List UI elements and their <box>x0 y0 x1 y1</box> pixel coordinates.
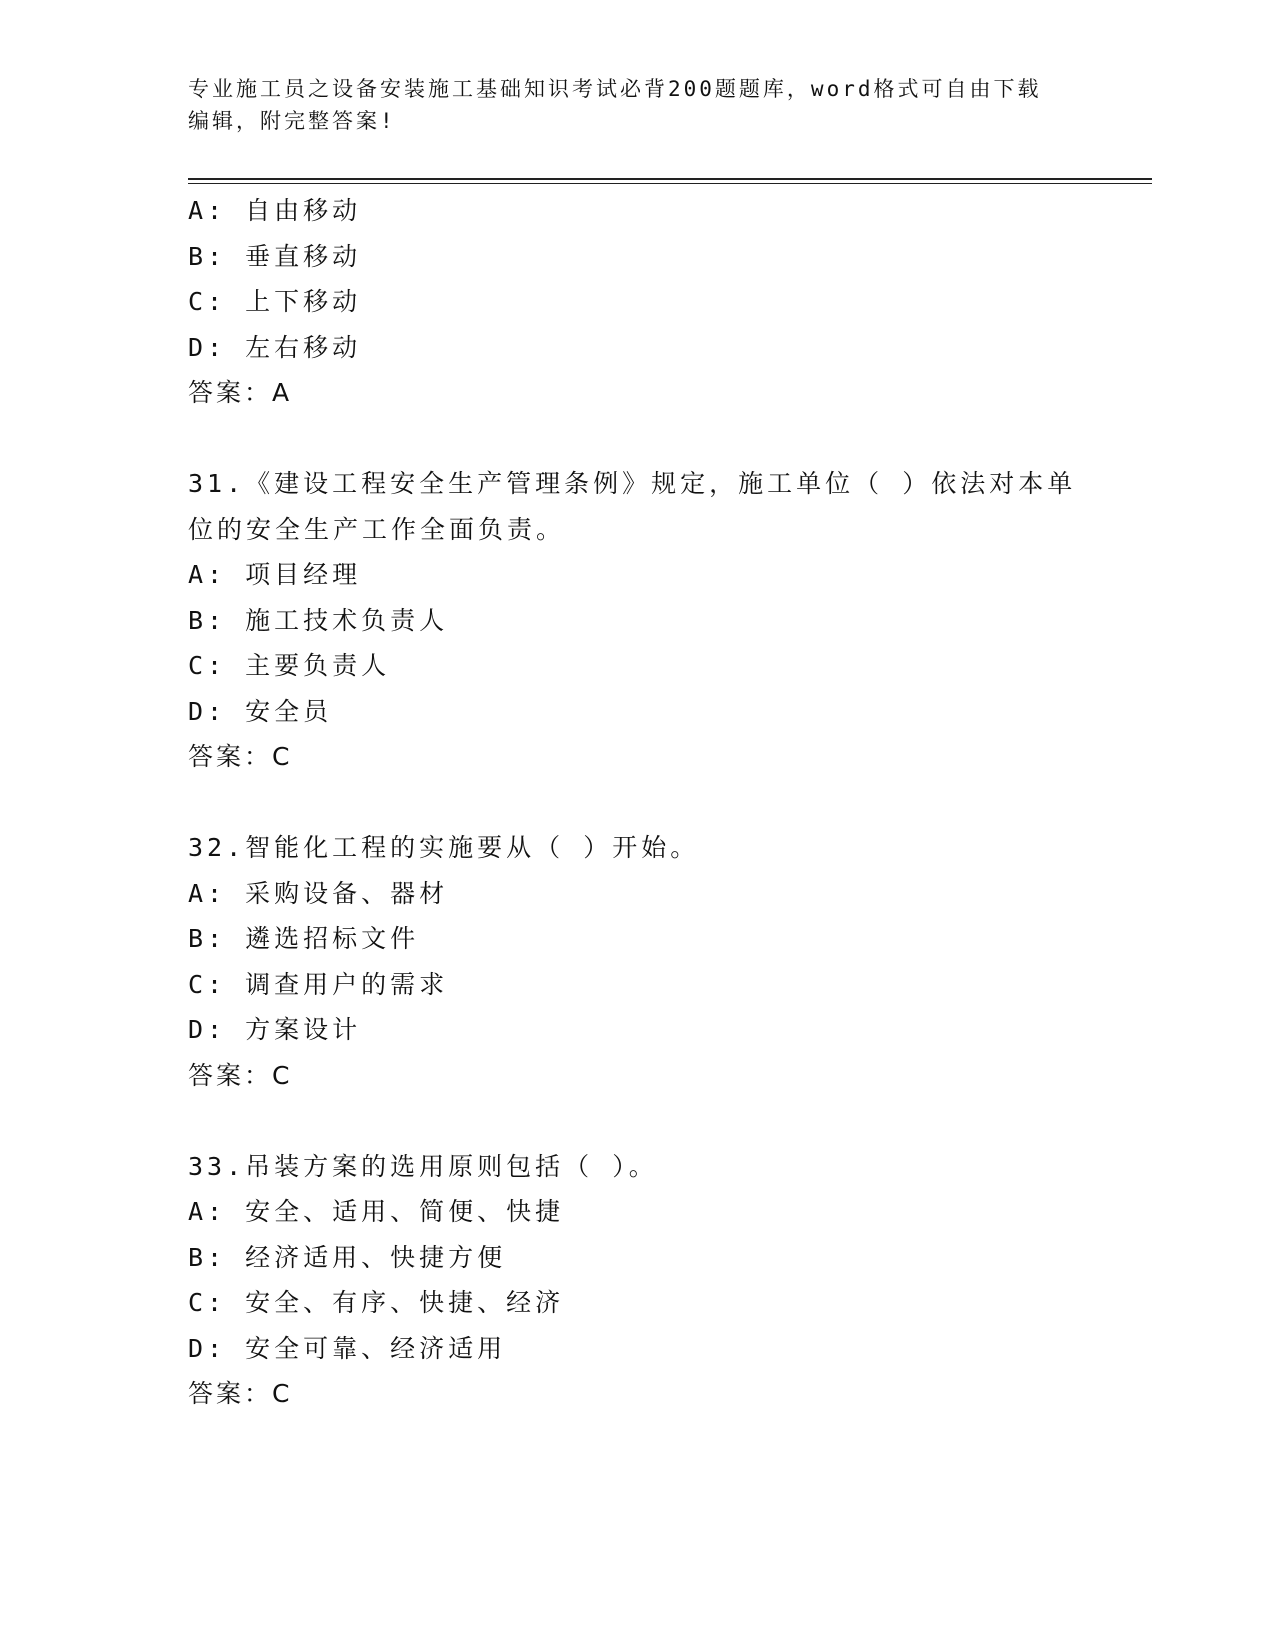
header-line-2: 编辑，附完整答案! <box>188 109 396 133</box>
question-block-32 <box>188 825 1088 1098</box>
spacer <box>188 780 1088 826</box>
option-c: C: 安全、有序、快捷、经济 <box>188 1288 565 1317</box>
option-b: B: 施工技术负责人 <box>188 605 449 635</box>
option-c: C: 上下移动 <box>188 287 362 316</box>
question-text-line-2: 位的安全生产工作全面负责。 <box>188 514 566 544</box>
option-b: B: 遴选招标文件 <box>188 924 420 953</box>
option-b: B: 垂直移动 <box>188 241 362 271</box>
question-block-30 <box>188 188 1088 416</box>
option-b: B: 经济适用、快捷方便 <box>188 1242 507 1272</box>
header-line-1: 专业施工员之设备安装施工基础知识考试必背200题题库，word格式可自由下载 <box>188 77 1042 101</box>
option-d: D: 安全可靠、经济适用 <box>188 1333 507 1363</box>
option-a: A: 采购设备、器材 <box>188 878 449 908</box>
spacer <box>188 416 1088 462</box>
answer-line: 答案：C <box>188 1060 293 1090</box>
option-d: D: 方案设计 <box>188 1015 362 1044</box>
option-a: A: 自由移动 <box>188 196 362 225</box>
spacer <box>188 1098 1088 1144</box>
option-d: D: 安全员 <box>188 696 333 726</box>
question-text-line-1: 32.智能化工程的实施要从（ ）开始。 <box>188 833 700 862</box>
option-c: C: 主要负责人 <box>188 651 391 680</box>
answer-line: 答案：C <box>188 742 293 771</box>
option-d: D: 左右移动 <box>188 332 362 362</box>
document-header <box>188 73 1068 137</box>
answer-line: 答案：C <box>188 1379 293 1408</box>
question-block-33 <box>188 1144 1088 1417</box>
option-a: A: 安全、适用、简便、快捷 <box>188 1197 565 1226</box>
header-divider-thick <box>188 178 1152 180</box>
option-a: A: 项目经理 <box>188 560 362 589</box>
question-text-line-1: 33.吊装方案的选用原则包括（ ）。 <box>188 1151 658 1181</box>
question-text-line-1: 31.《建设工程安全生产管理条例》规定，施工单位（ ）依法对本单 <box>188 469 1077 498</box>
question-block-31 <box>188 461 1088 780</box>
answer-line: 答案：A <box>188 378 293 407</box>
header-divider-thin <box>188 183 1152 184</box>
option-c: C: 调查用户的需求 <box>188 969 449 999</box>
document-body <box>188 188 1088 1417</box>
